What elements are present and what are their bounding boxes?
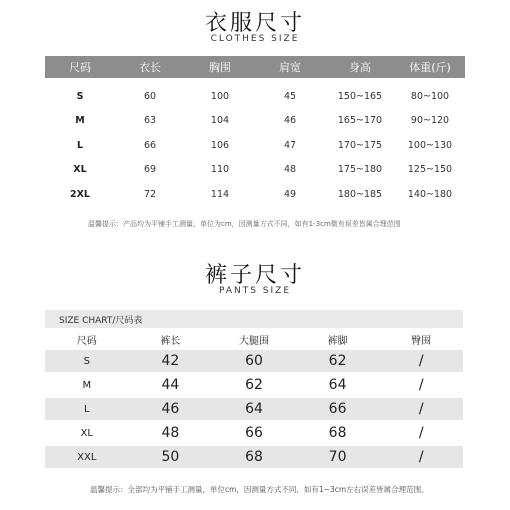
pants-note: 温馨提示：全部均为平铺手工测量，单位cm，因测量方式不同，如有1~3cm左右误差皆属合理范围。 xyxy=(90,485,429,494)
value-cell: 42 xyxy=(161,353,180,369)
pants-subtitle: PANTS SIZE xyxy=(218,286,292,296)
size-cell: S xyxy=(83,355,90,367)
table-row xyxy=(45,398,463,420)
value-cell: 62 xyxy=(328,353,347,369)
table-row xyxy=(45,446,463,468)
value-cell: 60 xyxy=(245,353,263,369)
value-cell: / xyxy=(418,353,424,369)
value-cell: 66 xyxy=(328,401,347,417)
value-cell: 60 xyxy=(143,90,157,102)
value-cell: 64 xyxy=(245,401,263,417)
value-cell: 44 xyxy=(161,377,180,393)
value-cell: 66 xyxy=(245,425,263,441)
header-cell: 体重(斤) xyxy=(409,61,451,74)
size-cell: 2XL xyxy=(70,188,90,200)
table-row xyxy=(45,109,465,134)
value-cell: 72 xyxy=(143,188,157,200)
clothes-table-header xyxy=(45,56,465,78)
pants-table-header xyxy=(45,328,463,350)
value-cell: 110 xyxy=(210,164,230,176)
header-cell: 大腿围 xyxy=(238,335,269,347)
header-cell: 尺码 xyxy=(69,61,91,74)
header-cell: 肩宽 xyxy=(279,61,301,74)
value-cell: 47 xyxy=(283,139,297,151)
value-cell: 64 xyxy=(328,377,347,393)
pants-title: 裤子尺寸 xyxy=(204,263,305,288)
value-cell: 104 xyxy=(210,115,230,127)
value-cell: 68 xyxy=(245,449,263,465)
table-row xyxy=(45,350,463,372)
value-cell: 150~165 xyxy=(337,90,383,102)
value-cell: 106 xyxy=(210,139,230,151)
size-cell: S xyxy=(76,90,84,102)
clothes-subtitle: CLOTHES SIZE xyxy=(210,34,300,44)
value-cell: 80~100 xyxy=(410,90,450,102)
value-cell: / xyxy=(418,401,424,417)
value-cell: 62 xyxy=(245,377,263,393)
pants-size-table xyxy=(45,310,463,468)
value-cell: 48 xyxy=(161,425,180,441)
size-cell: M xyxy=(82,379,92,391)
table-row xyxy=(45,158,465,183)
header-cell: 裤长 xyxy=(160,335,181,347)
size-cell: XXL xyxy=(77,451,97,463)
clothes-note: 温馨提示：产品均为平铺手工测量，单位为cm，因测量方式不同，如有1-3cm微有误差皆属合理范围 xyxy=(88,220,401,228)
value-cell: 165~170 xyxy=(337,115,383,127)
value-cell: 100~130 xyxy=(407,139,453,151)
value-cell: 175~180 xyxy=(337,164,383,176)
header-cell: 衣长 xyxy=(139,61,161,74)
value-cell: 68 xyxy=(328,425,347,441)
value-cell: 69 xyxy=(143,164,157,176)
value-cell: / xyxy=(418,449,424,465)
table-row xyxy=(45,84,465,109)
header-cell: 臀围 xyxy=(411,335,432,347)
table-row xyxy=(45,422,463,444)
value-cell: 140~180 xyxy=(407,188,453,200)
value-cell: / xyxy=(418,425,424,441)
header-cell: 身高 xyxy=(349,61,371,74)
value-cell: 49 xyxy=(283,188,297,200)
clothes-size-table xyxy=(45,56,465,207)
size-chart-bar: SIZE CHART/尺码表 xyxy=(45,310,463,328)
value-cell: 46 xyxy=(283,115,297,127)
clothes-title: 衣服尺寸 xyxy=(204,11,305,36)
value-cell: 48 xyxy=(283,164,297,176)
value-cell: 90~120 xyxy=(410,115,450,127)
size-cell: L xyxy=(76,139,84,151)
value-cell: 170~175 xyxy=(337,139,383,151)
size-cell: L xyxy=(84,403,90,415)
value-cell: / xyxy=(418,377,424,393)
size-cell: XL xyxy=(80,427,93,439)
header-cell: 裤脚 xyxy=(327,335,348,347)
value-cell: 45 xyxy=(283,90,297,102)
value-cell: 70 xyxy=(328,449,347,465)
value-cell: 114 xyxy=(210,188,230,200)
value-cell: 180~185 xyxy=(337,188,383,200)
size-cell: M xyxy=(75,115,85,127)
table-row xyxy=(45,182,465,207)
value-cell: 46 xyxy=(161,401,180,417)
size-cell: XL xyxy=(73,164,87,176)
value-cell: 50 xyxy=(161,449,180,465)
table-row xyxy=(45,133,465,158)
value-cell: 66 xyxy=(143,139,157,151)
value-cell: 125~150 xyxy=(407,164,453,176)
table-row xyxy=(45,374,463,396)
value-cell: 100 xyxy=(210,90,230,102)
header-cell: 胸围 xyxy=(209,61,231,74)
header-cell: 尺码 xyxy=(76,335,97,347)
value-cell: 63 xyxy=(143,115,157,127)
